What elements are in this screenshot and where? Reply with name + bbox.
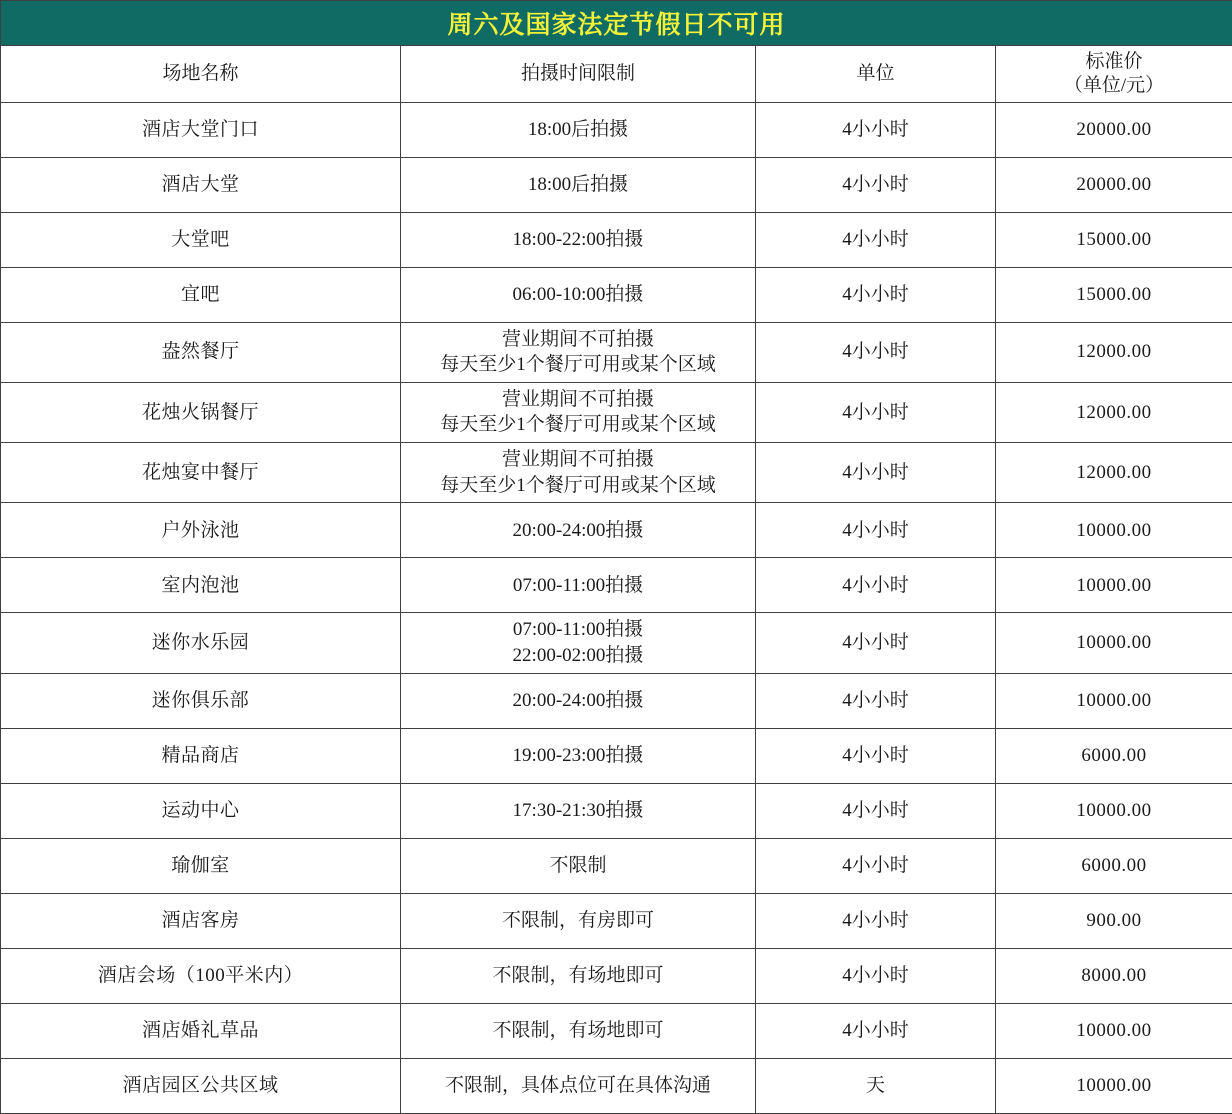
cell-venue: 精品商店 xyxy=(1,728,401,783)
table-row xyxy=(1,157,1232,212)
cell-venue: 花烛宴中餐厅 xyxy=(1,443,401,503)
limit-line: 18:00-22:00拍摄 xyxy=(407,227,749,253)
cell-time-limit xyxy=(401,157,756,212)
cell-time-limit xyxy=(401,102,756,157)
table-row xyxy=(1,382,1232,442)
header-price-main: 标准价 xyxy=(1002,50,1226,74)
table-header-row xyxy=(1,46,1232,103)
cell-time-limit xyxy=(401,382,756,442)
cell-unit: 4小小时 xyxy=(756,102,996,157)
cell-time-limit xyxy=(401,558,756,613)
cell-venue: 花烛火锅餐厅 xyxy=(1,382,401,442)
limit-line: 营业期间不可拍摄 xyxy=(407,387,749,413)
cell-price: 10000.00 xyxy=(996,503,1232,558)
cell-time-limit xyxy=(401,322,756,382)
limit-line: 20:00-24:00拍摄 xyxy=(407,518,749,544)
limit-line: 不限制，具体点位可在具体沟通 xyxy=(407,1073,749,1099)
limit-line: 营业期间不可拍摄 xyxy=(407,447,749,473)
cell-unit: 4小小时 xyxy=(756,382,996,442)
cell-venue: 酒店婚礼草品 xyxy=(1,1003,401,1058)
limit-line: 每天至少1个餐厅可用或某个区域 xyxy=(407,473,749,499)
cell-price: 12000.00 xyxy=(996,443,1232,503)
cell-unit: 4小小时 xyxy=(756,783,996,838)
cell-unit: 4小小时 xyxy=(756,1003,996,1058)
table-row xyxy=(1,102,1232,157)
table-row xyxy=(1,558,1232,613)
cell-time-limit xyxy=(401,267,756,322)
cell-unit: 4小小时 xyxy=(756,673,996,728)
limit-line: 19:00-23:00拍摄 xyxy=(407,743,749,769)
cell-price: 15000.00 xyxy=(996,267,1232,322)
cell-time-limit xyxy=(401,838,756,893)
table-row xyxy=(1,838,1232,893)
cell-venue: 室内泡池 xyxy=(1,558,401,613)
cell-price: 8000.00 xyxy=(996,948,1232,1003)
cell-unit: 4小小时 xyxy=(756,613,996,673)
limit-line: 20:00-24:00拍摄 xyxy=(407,688,749,714)
header-time-limit: 拍摄时间限制 xyxy=(401,46,756,103)
cell-price: 15000.00 xyxy=(996,212,1232,267)
cell-time-limit xyxy=(401,613,756,673)
table-row xyxy=(1,443,1232,503)
cell-time-limit xyxy=(401,1003,756,1058)
cell-price: 10000.00 xyxy=(996,1003,1232,1058)
cell-venue: 酒店会场（100平米内） xyxy=(1,948,401,1003)
table-row xyxy=(1,267,1232,322)
cell-unit: 4小小时 xyxy=(756,948,996,1003)
cell-price: 20000.00 xyxy=(996,102,1232,157)
cell-unit: 天 xyxy=(756,1058,996,1113)
header-price-sub: （单位/元） xyxy=(1002,74,1226,98)
cell-unit: 4小小时 xyxy=(756,893,996,948)
limit-line: 每天至少1个餐厅可用或某个区域 xyxy=(407,412,749,438)
cell-unit: 4小小时 xyxy=(756,558,996,613)
cell-price: 12000.00 xyxy=(996,322,1232,382)
cell-unit: 4小小时 xyxy=(756,728,996,783)
limit-line: 17:30-21:30拍摄 xyxy=(407,798,749,824)
cell-venue: 大堂吧 xyxy=(1,212,401,267)
limit-line: 营业期间不可拍摄 xyxy=(407,327,749,353)
limit-line: 每天至少1个餐厅可用或某个区域 xyxy=(407,352,749,378)
banner-row xyxy=(1,1,1232,46)
cell-price: 10000.00 xyxy=(996,558,1232,613)
table-row xyxy=(1,212,1232,267)
availability-banner: 周六及国家法定节假日不可用 xyxy=(1,1,1232,46)
table-row xyxy=(1,503,1232,558)
table-row xyxy=(1,1003,1232,1058)
cell-unit: 4小小时 xyxy=(756,838,996,893)
table-row xyxy=(1,1058,1232,1113)
cell-venue: 盎然餐厅 xyxy=(1,322,401,382)
cell-venue: 酒店大堂 xyxy=(1,157,401,212)
limit-line: 不限制，有场地即可 xyxy=(407,1018,749,1044)
cell-time-limit xyxy=(401,1058,756,1113)
cell-venue: 瑜伽室 xyxy=(1,838,401,893)
limit-line: 18:00后拍摄 xyxy=(407,172,749,198)
limit-line: 22:00-02:00拍摄 xyxy=(407,643,749,669)
table-row xyxy=(1,613,1232,673)
table-row xyxy=(1,673,1232,728)
table-body xyxy=(1,1,1232,1114)
cell-price: 6000.00 xyxy=(996,728,1232,783)
cell-unit: 4小小时 xyxy=(756,157,996,212)
cell-price: 10000.00 xyxy=(996,673,1232,728)
cell-venue: 迷你水乐园 xyxy=(1,613,401,673)
cell-price: 20000.00 xyxy=(996,157,1232,212)
cell-price: 10000.00 xyxy=(996,613,1232,673)
header-venue: 场地名称 xyxy=(1,46,401,103)
cell-price: 10000.00 xyxy=(996,783,1232,838)
limit-line: 18:00后拍摄 xyxy=(407,117,749,143)
cell-venue: 酒店园区公共区域 xyxy=(1,1058,401,1113)
limit-line: 不限制，有场地即可 xyxy=(407,963,749,989)
cell-unit: 4小小时 xyxy=(756,322,996,382)
cell-unit: 4小小时 xyxy=(756,212,996,267)
table-row xyxy=(1,728,1232,783)
cell-time-limit xyxy=(401,948,756,1003)
cell-unit: 4小小时 xyxy=(756,267,996,322)
limit-line: 06:00-10:00拍摄 xyxy=(407,282,749,308)
cell-time-limit xyxy=(401,783,756,838)
cell-time-limit xyxy=(401,893,756,948)
cell-venue: 酒店客房 xyxy=(1,893,401,948)
cell-time-limit xyxy=(401,673,756,728)
cell-venue: 运动中心 xyxy=(1,783,401,838)
cell-venue: 户外泳池 xyxy=(1,503,401,558)
cell-time-limit xyxy=(401,503,756,558)
cell-unit: 4小小时 xyxy=(756,443,996,503)
cell-time-limit xyxy=(401,728,756,783)
cell-venue: 宜吧 xyxy=(1,267,401,322)
limit-line: 07:00-11:00拍摄 xyxy=(407,573,749,599)
table-row xyxy=(1,948,1232,1003)
table-row xyxy=(1,322,1232,382)
cell-price: 900.00 xyxy=(996,893,1232,948)
table-row xyxy=(1,783,1232,838)
cell-time-limit xyxy=(401,212,756,267)
cell-price: 12000.00 xyxy=(996,382,1232,442)
table-row xyxy=(1,893,1232,948)
limit-line: 不限制 xyxy=(407,853,749,879)
limit-line: 07:00-11:00拍摄 xyxy=(407,617,749,643)
cell-time-limit xyxy=(401,443,756,503)
cell-unit: 4小小时 xyxy=(756,503,996,558)
cell-price: 10000.00 xyxy=(996,1058,1232,1113)
header-price xyxy=(996,46,1232,103)
cell-venue: 迷你俱乐部 xyxy=(1,673,401,728)
limit-line: 不限制，有房即可 xyxy=(407,908,749,934)
cell-price: 6000.00 xyxy=(996,838,1232,893)
header-unit: 单位 xyxy=(756,46,996,103)
cell-venue: 酒店大堂门口 xyxy=(1,102,401,157)
